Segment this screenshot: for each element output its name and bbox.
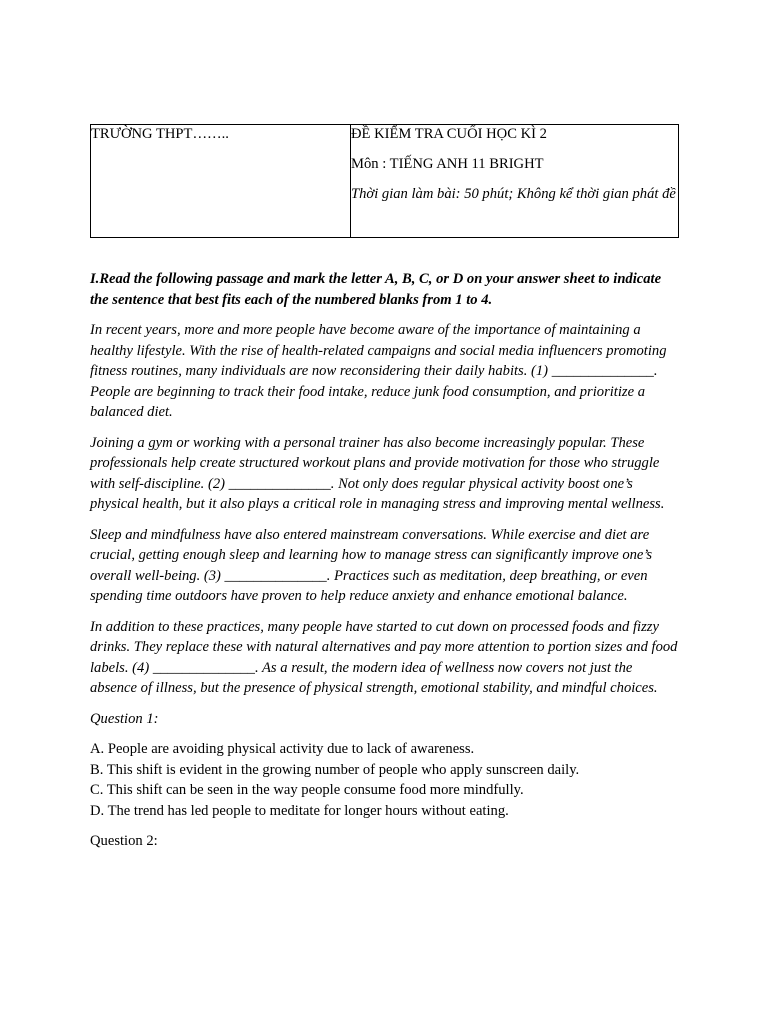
section-instruction: I.Read the following passage and mark the letter A, B, C, or D on your answer sheet to indicate the sentence that best fits each of the numbered blanks from 1 to 4. (90, 271, 662, 308)
exam-header-table (90, 124, 679, 238)
exam-title: ĐỀ KIỂM TRA CUỐI HỌC KÌ 2 (351, 126, 547, 142)
question-2-label: Question 2: (90, 833, 158, 849)
question-1-options (90, 739, 678, 821)
school-cell (91, 125, 351, 238)
passage-paragraph-2: Joining a gym or working with a personal trainer has also become increasingly popular. These professionals help create structured workout plans and provide motivation for those who struggle with self-discipline. (2) ______________. Not only does regular physical activity boost one’s physical health, but it also plays a critical role in managing stress and improving mental wellness. (90, 434, 665, 512)
passage-paragraph-4: In addition to these practices, many people have started to cut down on processed foods and fizzy drinks. They replace these with natural alternatives and pay more attention to portion sizes and food labels. (4) ______________. As a result, the modern idea of wellness now covers not just the absence of illness, but the presence of physical strength, emotional stability, and mindful choices. (90, 618, 678, 696)
exam-page (90, 124, 678, 852)
question-1-option-d: D. The trend has led people to meditate for longer hours without eating. (90, 802, 509, 819)
question-1-option-c: C. This shift can be seen in the way people consume food more mindfully. (90, 782, 524, 798)
question-1-option-a: A. People are avoiding physical activity due to lack of awareness. (90, 741, 475, 757)
question-1-label: Question 1: (90, 710, 159, 727)
question-1-option-b: B. This shift is evident in the growing number of people who apply sunscreen daily. (90, 761, 580, 778)
passage-paragraph-1: In recent years, more and more people have become aware of the importance of maintaining a healthy lifestyle. With the rise of health-related campaigns and social media influencers promoting fitness routines, many individuals are now reconsidering their daily habits. (1) ______________. People are beginning to track their food intake, reduce junk food consumption, and prioritize a balanced diet. (90, 322, 667, 420)
exam-info-cell (351, 125, 679, 238)
reading-passage (90, 320, 678, 699)
time-line: Thời gian làm bài: 50 phút; Không kể thời gian phát đề (351, 186, 676, 202)
passage-paragraph-3: Sleep and mindfulness have also entered mainstream conversations. While exercise and diet are crucial, getting enough sleep and learning how to manage stress can significantly improve one’s overall well-being. (3) ______________. Practices such as meditation, deep breathing, or even spending time outdoors have proven to help reduce anxiety and enhance emotional balance. (90, 526, 653, 604)
school-name: TRƯỜNG THPT…….. (91, 126, 229, 142)
subject-line: Môn : TIẾNG ANH 11 BRIGHT (351, 156, 544, 172)
